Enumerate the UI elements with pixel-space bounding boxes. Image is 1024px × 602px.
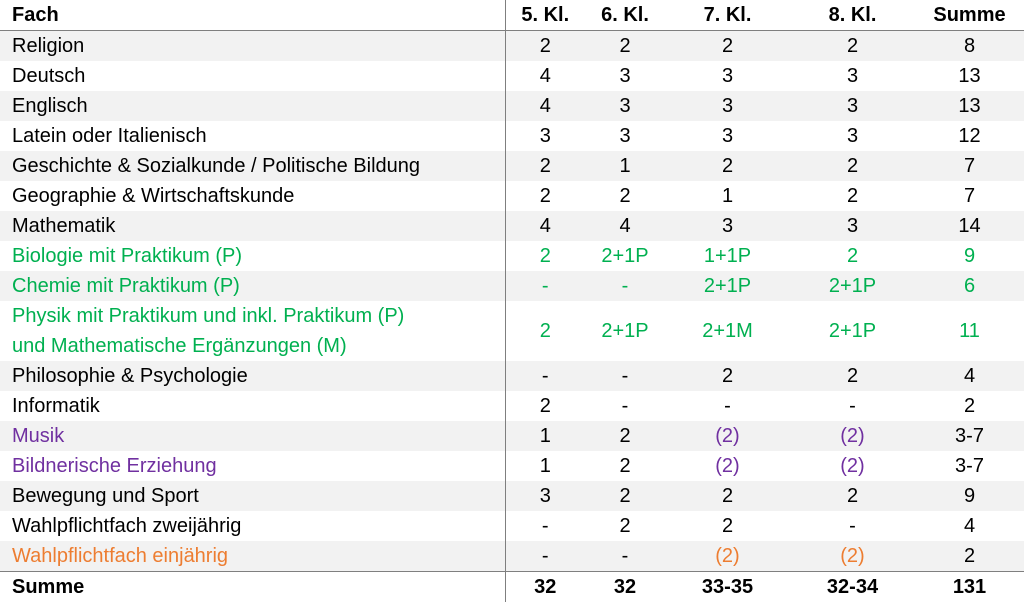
row-subject: Geographie & Wirtschaftskunde — [0, 181, 505, 211]
total-row — [0, 572, 1024, 602]
row-k5: 4 — [505, 61, 585, 91]
row-k8: 3 — [790, 121, 915, 151]
table-row — [0, 301, 1024, 361]
row-subject: Biologie mit Praktikum (P) — [0, 241, 505, 271]
row-k6: 3 — [585, 61, 665, 91]
row-subject: Latein oder Italienisch — [0, 121, 505, 151]
table-row — [0, 31, 1024, 62]
row-k6: 2 — [585, 481, 665, 511]
table-row — [0, 181, 1024, 211]
row-k6: 3 — [585, 91, 665, 121]
table-row — [0, 541, 1024, 572]
total-k8: 32-34 — [790, 572, 915, 602]
row-k8: 3 — [790, 91, 915, 121]
row-k5: 2 — [505, 31, 585, 62]
row-k7: 2+1M — [665, 301, 790, 361]
row-subject: Wahlpflichtfach zweijährig — [0, 511, 505, 541]
row-k6: 3 — [585, 121, 665, 151]
row-k6: 4 — [585, 211, 665, 241]
table-row — [0, 211, 1024, 241]
row-k6: 2 — [585, 181, 665, 211]
row-subject: Religion — [0, 31, 505, 62]
row-summe: 13 — [915, 91, 1024, 121]
row-k8: 2 — [790, 151, 915, 181]
row-k7: 2 — [665, 151, 790, 181]
table-row — [0, 151, 1024, 181]
table-row — [0, 121, 1024, 151]
row-subject: Mathematik — [0, 211, 505, 241]
row-subject: Geschichte & Sozialkunde / Politische Bildung — [0, 151, 505, 181]
table-row — [0, 91, 1024, 121]
table-row — [0, 391, 1024, 421]
total-k5: 32 — [505, 572, 585, 602]
row-k6: - — [585, 541, 665, 572]
row-subject-line1: Physik mit Praktikum und inkl. Praktikum (P) — [12, 301, 501, 331]
row-subject-line2: und Mathematische Ergänzungen (M) — [12, 331, 501, 361]
row-k7: 2 — [665, 511, 790, 541]
row-subject: Englisch — [0, 91, 505, 121]
header-summe: Summe — [915, 0, 1024, 31]
table-row — [0, 481, 1024, 511]
row-k8: 2 — [790, 361, 915, 391]
row-k5: - — [505, 511, 585, 541]
row-summe: 9 — [915, 481, 1024, 511]
row-summe: 3-7 — [915, 451, 1024, 481]
row-k8: (2) — [790, 421, 915, 451]
row-summe: 14 — [915, 211, 1024, 241]
row-subject — [0, 301, 505, 361]
table-row — [0, 271, 1024, 301]
row-k5: 4 — [505, 91, 585, 121]
row-k8: 2+1P — [790, 301, 915, 361]
row-summe: 7 — [915, 181, 1024, 211]
row-summe: 8 — [915, 31, 1024, 62]
row-k7: 1+1P — [665, 241, 790, 271]
row-summe: 13 — [915, 61, 1024, 91]
row-subject: Philosophie & Psychologie — [0, 361, 505, 391]
row-k7: 3 — [665, 91, 790, 121]
row-k8: - — [790, 391, 915, 421]
row-k6: - — [585, 271, 665, 301]
row-summe: 6 — [915, 271, 1024, 301]
row-k6: - — [585, 391, 665, 421]
row-k5: - — [505, 271, 585, 301]
table-row — [0, 241, 1024, 271]
header-k8: 8. Kl. — [790, 0, 915, 31]
row-k5: 2 — [505, 151, 585, 181]
header-k7: 7. Kl. — [665, 0, 790, 31]
row-k8: 2 — [790, 481, 915, 511]
row-k8: (2) — [790, 541, 915, 572]
header-k5: 5. Kl. — [505, 0, 585, 31]
row-k7: 2 — [665, 481, 790, 511]
row-subject: Chemie mit Praktikum (P) — [0, 271, 505, 301]
row-k8: 2 — [790, 31, 915, 62]
row-k5: 4 — [505, 211, 585, 241]
total-summe: 131 — [915, 572, 1024, 602]
row-k6: 2 — [585, 421, 665, 451]
row-summe: 7 — [915, 151, 1024, 181]
row-k7: 2 — [665, 361, 790, 391]
row-summe: 3-7 — [915, 421, 1024, 451]
total-k6: 32 — [585, 572, 665, 602]
row-k6: 1 — [585, 151, 665, 181]
row-k6: 2 — [585, 511, 665, 541]
row-k5: 1 — [505, 451, 585, 481]
row-k7: (2) — [665, 451, 790, 481]
row-k5: 2 — [505, 391, 585, 421]
row-k7: - — [665, 391, 790, 421]
row-summe: 4 — [915, 361, 1024, 391]
table-row — [0, 421, 1024, 451]
row-k7: 2 — [665, 31, 790, 62]
row-k8: 3 — [790, 211, 915, 241]
table-row — [0, 61, 1024, 91]
row-k6: 2+1P — [585, 241, 665, 271]
row-k6: 2 — [585, 31, 665, 62]
header-row — [0, 0, 1024, 31]
row-summe: 4 — [915, 511, 1024, 541]
row-k5: 3 — [505, 481, 585, 511]
row-k8: (2) — [790, 451, 915, 481]
row-subject: Wahlpflichtfach einjährig — [0, 541, 505, 572]
row-summe: 2 — [915, 541, 1024, 572]
row-subject: Deutsch — [0, 61, 505, 91]
row-k8: 2 — [790, 181, 915, 211]
total-k7: 33-35 — [665, 572, 790, 602]
header-k6: 6. Kl. — [585, 0, 665, 31]
row-k5: - — [505, 361, 585, 391]
row-k8: - — [790, 511, 915, 541]
row-k7: (2) — [665, 541, 790, 572]
row-k5: 2 — [505, 241, 585, 271]
row-k8: 2+1P — [790, 271, 915, 301]
row-k5: 1 — [505, 421, 585, 451]
row-k8: 3 — [790, 61, 915, 91]
header-fach: Fach — [0, 0, 505, 31]
table-row — [0, 451, 1024, 481]
row-k5: 3 — [505, 121, 585, 151]
row-k5: - — [505, 541, 585, 572]
row-k5: 2 — [505, 181, 585, 211]
row-k5: 2 — [505, 301, 585, 361]
row-subject: Bewegung und Sport — [0, 481, 505, 511]
row-k7: (2) — [665, 421, 790, 451]
total-label: Summe — [0, 572, 505, 602]
row-summe: 12 — [915, 121, 1024, 151]
row-k6: 2 — [585, 451, 665, 481]
table-row — [0, 511, 1024, 541]
row-k7: 3 — [665, 61, 790, 91]
row-k6: 2+1P — [585, 301, 665, 361]
row-summe: 2 — [915, 391, 1024, 421]
row-subject: Musik — [0, 421, 505, 451]
row-subject: Bildnerische Erziehung — [0, 451, 505, 481]
row-k7: 2+1P — [665, 271, 790, 301]
table-row — [0, 361, 1024, 391]
row-subject: Informatik — [0, 391, 505, 421]
row-k7: 3 — [665, 211, 790, 241]
row-k8: 2 — [790, 241, 915, 271]
row-k6: - — [585, 361, 665, 391]
row-k7: 3 — [665, 121, 790, 151]
row-summe: 11 — [915, 301, 1024, 361]
row-k7: 1 — [665, 181, 790, 211]
row-summe: 9 — [915, 241, 1024, 271]
